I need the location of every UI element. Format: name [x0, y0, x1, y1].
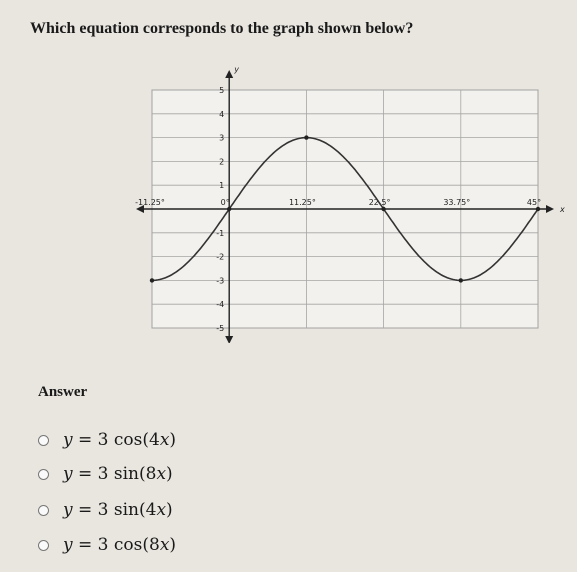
x-tick-label: 0°	[220, 198, 230, 207]
x-axis-label: x	[560, 205, 565, 214]
data-point	[150, 278, 154, 282]
data-point	[227, 207, 231, 211]
choice-label: y = 3 cos(8x)	[63, 535, 177, 555]
data-point	[381, 207, 385, 211]
data-point	[459, 278, 463, 282]
y-tick-label: 5	[219, 86, 225, 95]
choice-2[interactable]	[38, 464, 173, 484]
x-axis-arrow-icon	[546, 205, 554, 213]
x-tick-label: -11.25°	[135, 198, 165, 207]
sine-graph	[128, 58, 568, 343]
x-tick-label: 33.75°	[443, 198, 471, 207]
data-point	[304, 135, 308, 139]
y-tick-label: -5	[216, 324, 225, 333]
choice-label: y = 3 sin(4x)	[63, 500, 173, 520]
choice-label: y = 3 cos(4x)	[63, 430, 177, 450]
y-axis-label: y	[234, 65, 239, 74]
radio-icon[interactable]	[38, 469, 49, 480]
choice-4[interactable]	[38, 535, 176, 555]
choice-label: y = 3 sin(8x)	[63, 464, 173, 484]
y-tick-label: -2	[216, 252, 225, 262]
x-tick-label: 11.25°	[288, 198, 316, 207]
answer-heading: Answer	[38, 384, 88, 400]
radio-icon[interactable]	[38, 540, 49, 551]
question-text: Which equation corresponds to the graph shown below?	[30, 20, 414, 37]
radio-icon[interactable]	[38, 435, 49, 446]
x-tick-label: 45°	[526, 198, 542, 207]
y-axis-arrow-icon	[225, 336, 233, 343]
y-tick-label: -1	[216, 228, 225, 238]
y-tick-label: -4	[216, 300, 225, 310]
x-tick-label: 22.5°	[368, 198, 391, 207]
choice-3[interactable]	[38, 500, 173, 520]
y-axis-arrow-icon	[225, 70, 233, 78]
radio-icon[interactable]	[38, 505, 49, 516]
choice-1[interactable]	[38, 430, 176, 450]
y-tick-label: -3	[216, 276, 225, 286]
y-tick-label: 4	[219, 109, 225, 119]
y-tick-label: 2	[219, 157, 225, 167]
data-point	[536, 207, 540, 211]
y-tick-label: 1	[219, 181, 225, 191]
y-tick-label: 3	[219, 133, 225, 143]
